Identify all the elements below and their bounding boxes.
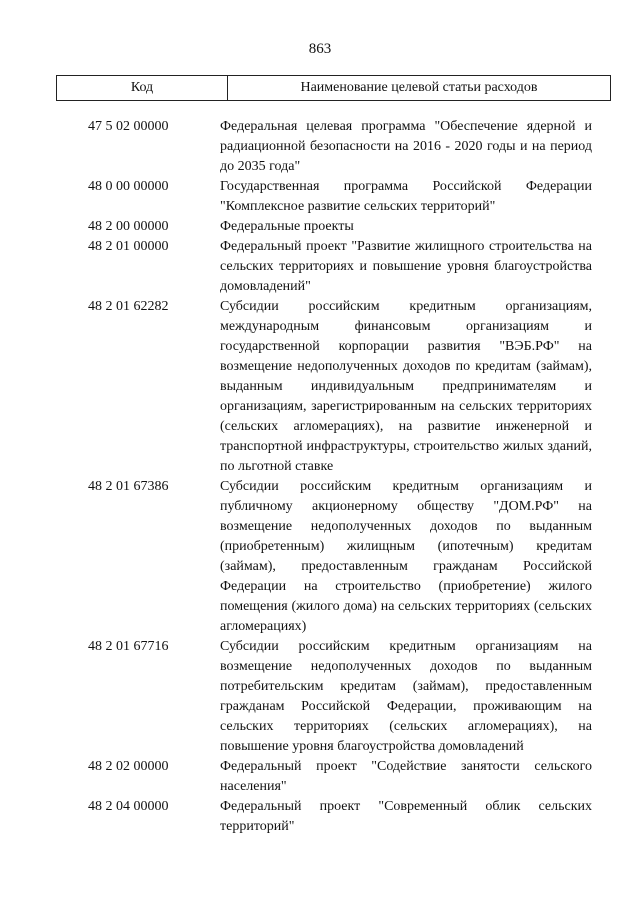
row-code: 48 2 01 67716 bbox=[88, 639, 169, 654]
row-code: 47 5 02 00000 bbox=[88, 119, 169, 134]
header-name: Наименование целевой статьи расходов bbox=[228, 76, 611, 101]
row-code: 48 2 01 00000 bbox=[88, 239, 169, 254]
table-row bbox=[0, 757, 640, 797]
table-row bbox=[0, 477, 640, 637]
table-row bbox=[0, 117, 640, 177]
row-description: Федеральный проект "Современный облик сельских территорий" bbox=[220, 799, 592, 834]
row-description: Субсидии российским кредитным организациям на возмещение недополученных доходов по выданным потребительским кредитам (займам), предоставленным гражданам Российской Федерации, проживающим на сельских территориях (сельских агломерациях), на повышение уровня благоустройства домовладений bbox=[220, 639, 592, 754]
row-description: Федеральная целевая программа "Обеспечение ядерной и радиационной безопасности на 2016 - 2020 годы и на период до 2035 года" bbox=[220, 119, 592, 174]
table-row bbox=[0, 297, 640, 477]
row-code: 48 2 02 00000 bbox=[88, 759, 169, 774]
table-row bbox=[0, 637, 640, 757]
table-row bbox=[0, 237, 640, 297]
row-code: 48 2 01 67386 bbox=[88, 479, 169, 494]
row-code: 48 2 00 00000 bbox=[88, 219, 169, 234]
table-row bbox=[0, 797, 640, 837]
row-description: Федеральный проект "Содействие занятости сельского населения" bbox=[220, 759, 592, 794]
row-code: 48 0 00 00000 bbox=[88, 179, 169, 194]
row-code: 48 2 04 00000 bbox=[88, 799, 169, 814]
row-code: 48 2 01 62282 bbox=[88, 299, 169, 314]
row-description: Государственная программа Российской Федерации "Комплексное развитие сельских территорий" bbox=[220, 179, 592, 214]
table-body bbox=[0, 117, 640, 837]
row-description: Субсидии российским кредитным организациям и публичному акционерному обществу "ДОМ.РФ" на возмещение недополученных доходов по выданным (приобретенным) жилищным (ипотечным) кредитам (займам), предоставленным гражданам Российской Федерации на строительство (приобретение) жилого помещения (жилого дома) на сельских территориях (сельских агломерациях) bbox=[220, 479, 592, 634]
row-description: Федеральные проекты bbox=[220, 219, 354, 234]
table-row bbox=[0, 177, 640, 217]
row-description: Федеральный проект "Развитие жилищного строительства на сельских территориях и повышение уровня благоустройства домовладений" bbox=[220, 239, 592, 294]
table-row bbox=[0, 217, 640, 237]
page-number: 863 bbox=[308, 41, 332, 57]
table-header bbox=[56, 75, 611, 101]
row-description: Субсидии российским кредитным организациям, международным финансовым организациям и государственной корпорации развития "ВЭБ.РФ" на возмещение недополученных доходов по кредитам (займам), выданным индивидуальным предпринимателям и организациям, зарегистрированным на сельских территориях (сельских агломерациях), на развитие инженерной и транспортной инфраструктуры, строительство жилых зданий, по льготной ставке bbox=[220, 299, 592, 474]
header-code: Код bbox=[57, 76, 228, 101]
